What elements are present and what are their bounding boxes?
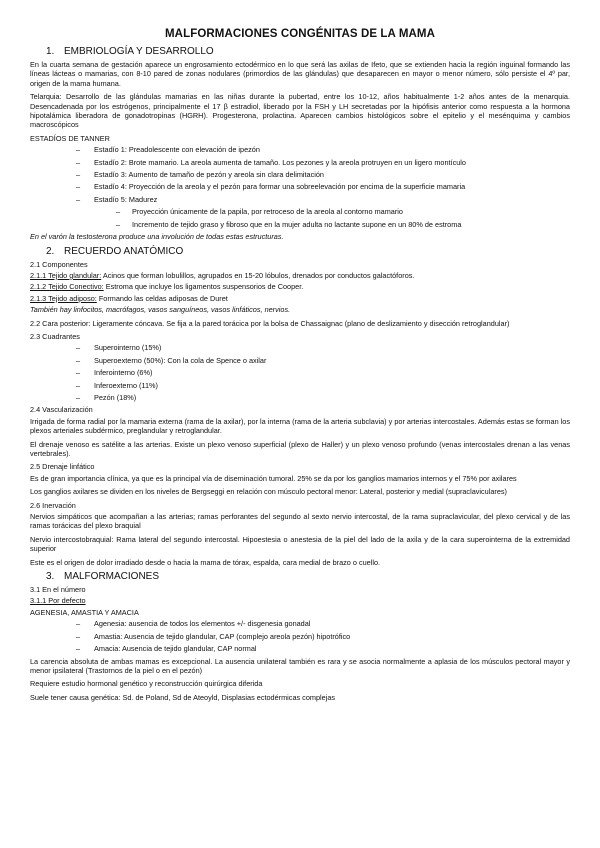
paragraph-lymph-2: Los ganglios axilares se dividen en los niveles de Bergseggi en relación con músculo pectoral menor: Lateral, posterior y medial (supraclaviculares) [30,487,507,497]
list-item: – Agenesia: ausencia de todos los elementos +/- disgenesia gonadal [30,619,570,628]
list-item: – Inferointerno (6%) [30,368,570,377]
agenesia-label: AGENESIA, AMASTIA Y AMACIA [30,607,139,617]
section-2-heading [46,246,570,257]
section-title: EMBRIOLOGÍA Y DESARROLLO [64,46,214,57]
paragraph-lymph-1: Es de gran importancia clínica, ya que es la principal vía de diseminación tumoral. 25% se da por los ganglios mamarios internos y el 75% por axilares [30,473,517,483]
vascularization-label: 2.4 Vascularización [30,405,93,415]
list-item: – Proyección únicamente de la papila, por retroceso de la areola al contorno mamario [30,207,570,216]
paragraph-absence: La carencia absoluta de ambas mamas es excepcional. La ausencia unilateral también es rara y se asocia normalmente a aplasia de los músculos pectoral mayor y menor ipsilateral (Trastornos de la piel o en el pezón) [30,656,570,675]
list-item: – Pezón (18%) [30,393,570,402]
list-item: – Estadío 1: Preadolescente con elevación de ipezón [30,145,570,154]
paragraph-telarquia: Telarquia: Desarrollo de las glándulas mamarias en las niñas durante la pubertad, entre los 10-12, años habitualmente 1-2 años antes de la menarquia. Desencadenada por los estrógenos, principalmente el 17 β estradiol, liberado por la FSH y LH secretadas por la hipófisis anterior como respuesta a la hormona hipotalámica liberadora de gonadotropinas (HGRH). Progesterona, prolactina. Aparecen cambios histológicos sobre el epitelio y el mesénquima y cambios macroscópicos [30,92,570,130]
list-item: – Amastia: Ausencia de tejido glandular, CAP (complejo areola pezón) hipotrófico [30,632,570,641]
component-connective [30,282,570,291]
list-item: – Superoexterno (50%): Con la cola de Spence o axilar [30,356,570,365]
paragraph-cause: Suele tener causa genética: Sd. de Poland, Sd de Ateoyld, Displasias ectodérmicas complejas [30,692,336,702]
innervation-label: 2.6 Inervación [30,500,76,510]
list-item: – Estadío 5: Madurez [30,195,570,204]
list-item: – Incremento de tejido graso y fibroso que en la mujer adulta no lactante supone en un 80% de estroma [30,220,570,229]
paragraph-embryology: En la cuarta semana de gestación aparece un engrosamiento ectodérmico en lo que será las axilas de Ifeto, que se extienden hacia la región inguinal formando las líneas lácteas o mamarias, con 8-10 pared de zonas nodulares (primordios de las glándulas) que desaparecen en mayor o menor número, sólo persiste el 4º par, origen de la mama humana. [30,60,570,88]
section-number: 1. [46,46,55,57]
lymph-label: 2.5 Drenaje linfático [30,462,95,472]
tanner-label: ESTADÍOS DE TANNER [30,133,110,143]
component-glandular [30,271,570,280]
section-title: MALFORMACIONES [64,571,160,583]
list-item: – Superointerno (15%) [30,343,570,352]
section-title: RECUERDO ANATÓMICO [64,245,184,257]
quadrants-label: 2.3 Cuadrantes [30,331,80,341]
document-title: MALFORMACIONES CONGÉNITAS DE LA MAMA [164,28,435,40]
component-adipose [30,294,570,303]
component-label: 2.1.1 Tejido glandular: [30,270,102,280]
paragraph-requires: Requiere estudio hormonal genético y reconstrucción quirúrgica diferida [30,679,263,689]
paragraph-veins: El drenaje venoso es satélite a las arterias. Existe un plexo venoso superficial (plexo de Haller) y un plexo venoso profundo (venas intercostales drenan a las venas vertebrales). [30,439,570,458]
paragraph-nerves-2: Nervio intercostobraquial: Rama lateral del segundo intercostal. Hipoestesia o anestesia de la piel del lado de la axila y de la cara superointerna de la extremidad superior [30,534,570,554]
paragraph-arteries: Irrigada de forma radial por la mamaria externa (rama de la axilar), por la interna (rama de la arteria subclavia) y por arterias intercostales. Además estas se forman los plexos arteriales subdérmico, preglandular y retroglandular. [30,416,570,436]
defect-label: 3.1.1 Por defecto [30,596,86,606]
paragraph-nerves-3: Este es el origen de dolor irradiado desde o hacia la mama de tórax, espalda, cara medial de brazo o cuello. [30,557,381,567]
component-text: Acinos que forman lobulillos, agrupados en 15-20 lóbulos, drenados por conductos galactóforos. [101,270,415,280]
cells-note: También hay linfocitos, macrófagos, vasos sanguíneos, vasos linfáticos, nervios. [30,305,291,315]
component-text: Estroma que incluye los ligamentos suspensorios de Cooper. [103,282,304,292]
section-1-heading [46,46,570,57]
section-3-heading [46,571,570,582]
tanner-5-sublist [30,207,570,229]
list-item: – Inferoexterno (11%) [30,381,570,390]
component-label: 2.1.2 Tejido Conectivo: [30,282,104,292]
male-note: En el varón la testosterona produce una involución de todas estas estructuras. [30,232,284,242]
list-item: – Amacia: Ausencia de tejido glandular, CAP normal [30,644,570,653]
number-label: 3.1 En el número [30,585,86,595]
quadrants-list [30,343,570,402]
section-number: 2. [46,245,55,257]
component-label: 2.1.3 Tejido adiposo: [30,293,97,303]
posterior-face: 2.2 Cara posterior: Ligeramente cóncava. Se fija a la pared torácica por la bolsa de Chassaignac (plano de deslizamiento y disección retroglandular) [30,318,510,328]
component-text: Formando las celdas adiposas de Duret [96,293,228,303]
section-number: 3. [46,571,55,583]
tanner-list [30,145,570,204]
list-item: – Estadío 4: Proyección de la areola y el pezón para formar una sobreelevación por encima de la superficie mamaria [30,182,570,191]
components-label: 2.1 Componentes [30,259,88,269]
list-item: – Estadío 3: Aumento de tamaño de pezón y areola sin clara delimitación [30,170,570,179]
paragraph-nerves-1: Nervios simpáticos que acompañan a las arterias; ramas perforantes del segundo al sexto nervio intercostal, de la rama supraclavicular, del plexo cervical y de las ramas torácicas del plexo braquial [30,512,570,531]
list-item: – Estadío 2: Brote mamario. La areola aumenta de tamaño. Los pezones y la areola protruyen en un ligero montículo [30,158,570,167]
agenesia-list [30,619,570,653]
